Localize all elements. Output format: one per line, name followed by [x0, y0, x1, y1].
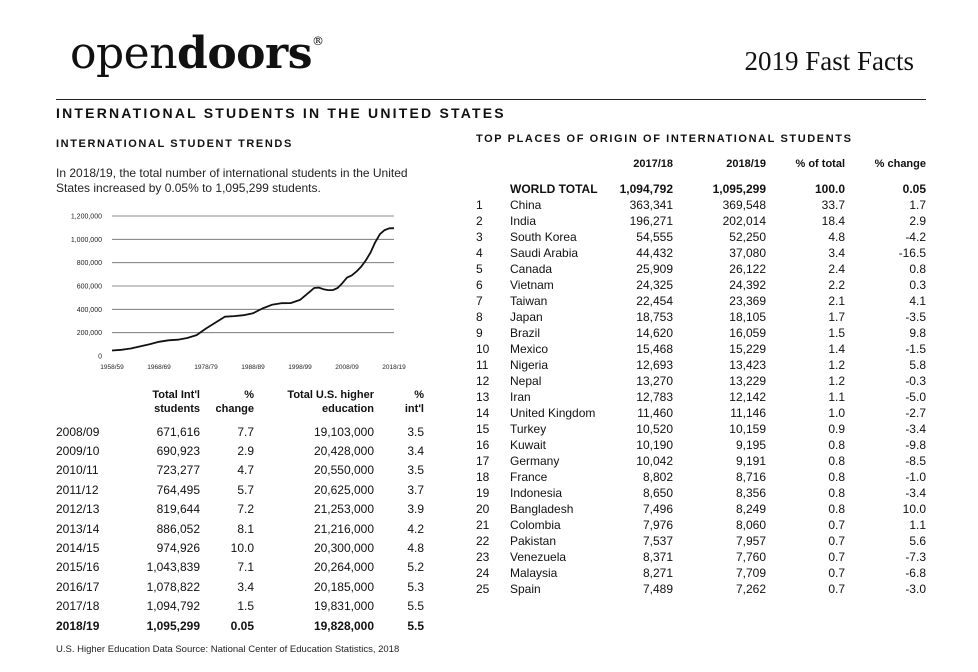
country-name: Japan [510, 310, 543, 324]
value-2018-19: 15,229 [729, 342, 766, 356]
pct-change: -6.8 [905, 566, 926, 580]
change-cell: 7.1 [237, 560, 254, 575]
value-2018-19: 37,080 [729, 246, 766, 260]
rank-cell: 22 [476, 534, 490, 548]
intl-cell: 5.5 [407, 599, 424, 614]
value-2017-18: 196,271 [629, 214, 673, 228]
x-tick-label: 2008/09 [335, 364, 359, 371]
pct-change: 4.1 [909, 294, 926, 308]
world-total-row [476, 181, 926, 197]
intl-cell: 3.9 [407, 502, 424, 517]
header-divider [56, 99, 926, 100]
table-row [476, 501, 926, 517]
pct-change: 5.8 [909, 358, 926, 372]
value-2017-18: 7,489 [642, 582, 673, 596]
rank-cell: 6 [476, 278, 483, 292]
change-cell: 7.7 [237, 424, 254, 439]
pct-of-total: 0.7 [828, 582, 845, 596]
value-2017-18: 1,094,792 [619, 182, 673, 196]
value-2017-18: 15,468 [636, 342, 673, 356]
rank-cell: 14 [476, 406, 490, 420]
students-cell: 1,078,822 [146, 579, 200, 594]
pct-change: -2.7 [905, 406, 926, 420]
pct-change: 0.8 [909, 262, 926, 276]
value-2018-19: 13,423 [729, 358, 766, 372]
main-title: INTERNATIONAL STUDENTS IN THE UNITED STATES [56, 105, 506, 121]
pct-of-total: 1.7 [828, 310, 845, 324]
country-name: Spain [510, 582, 541, 596]
header-total-higher-ed: Total U.S. higher education [287, 389, 374, 415]
pct-of-total: 1.2 [828, 374, 845, 388]
pct-change: 9.8 [909, 326, 926, 340]
value-2018-19: 23,369 [729, 294, 766, 308]
pct-change: 0.3 [909, 278, 926, 292]
table-row [56, 597, 428, 616]
table-row [56, 441, 428, 460]
country-name: Vietnam [510, 278, 554, 292]
country-name: Bangladesh [510, 502, 574, 516]
intl-cell: 3.4 [407, 444, 424, 459]
value-2017-18: 7,976 [642, 518, 673, 532]
value-2018-19: 202,014 [722, 214, 766, 228]
country-name: Malaysia [510, 566, 558, 580]
intl-cell: 4.2 [407, 521, 424, 536]
x-tick-label: 1968/69 [147, 364, 171, 371]
value-2017-18: 18,753 [636, 310, 673, 324]
trends-title: INTERNATIONAL STUDENT TRENDS [56, 138, 293, 150]
value-2017-18: 10,190 [636, 438, 673, 452]
rank-cell: 12 [476, 374, 490, 388]
students-cell: 819,644 [156, 502, 200, 517]
change-cell: 8.1 [237, 521, 254, 536]
change-cell: 5.7 [237, 482, 254, 497]
country-name: Mexico [510, 342, 549, 356]
table-row [476, 453, 926, 469]
header-2017-18: 2017/18 [633, 158, 673, 170]
series-line-international-students [112, 228, 394, 350]
value-2018-19: 9,195 [735, 438, 766, 452]
value-2017-18: 10,042 [636, 454, 673, 468]
year-cell: 2016/17 [56, 579, 100, 594]
table-row [476, 293, 926, 309]
table-row [476, 229, 926, 245]
table-row [476, 325, 926, 341]
table-row [476, 533, 926, 549]
country-name: South Korea [510, 230, 577, 244]
country-name: Venezuela [510, 550, 567, 564]
table-row [476, 277, 926, 293]
rank-cell: 15 [476, 422, 490, 436]
table-row [56, 422, 428, 441]
higher-ed-cell: 20,625,000 [313, 482, 374, 497]
rank-cell: 23 [476, 550, 490, 564]
higher-ed-cell: 19,103,000 [313, 424, 374, 439]
value-2017-18: 11,460 [637, 406, 673, 420]
pct-of-total: 0.8 [828, 454, 845, 468]
intl-cell: 4.8 [407, 541, 424, 556]
value-2017-18: 22,454 [636, 294, 673, 308]
students-cell: 764,495 [156, 482, 200, 497]
pct-of-total: 2.1 [828, 294, 845, 308]
pct-change: 1.7 [909, 198, 926, 212]
students-cell: 974,926 [156, 541, 200, 556]
rank-cell: 13 [476, 390, 490, 404]
table-row [56, 558, 428, 577]
value-2018-19: 24,392 [729, 278, 766, 292]
higher-ed-cell: 20,428,000 [313, 444, 374, 459]
x-tick-label: 1958/59 [100, 364, 124, 371]
value-2017-18: 8,271 [642, 566, 673, 580]
pct-of-total: 0.8 [828, 438, 845, 452]
table-row [476, 565, 926, 581]
value-2018-19: 26,122 [729, 262, 766, 276]
higher-ed-cell: 21,253,000 [313, 502, 374, 517]
value-2018-19: 11,146 [730, 406, 766, 420]
rank-cell: 9 [476, 326, 483, 340]
pct-of-total: 1.5 [828, 326, 845, 340]
rank-cell: 19 [476, 486, 490, 500]
rank-cell: 3 [476, 230, 483, 244]
pct-change: -4.2 [905, 230, 926, 244]
country-name: Taiwan [510, 294, 548, 308]
value-2017-18: 13,270 [636, 374, 673, 388]
country-name: Brazil [510, 326, 541, 340]
year-cell: 2010/11 [56, 463, 99, 478]
table-row [476, 357, 926, 373]
origin-title: TOP PLACES OF ORIGIN OF INTERNATIONAL STUDENTS [476, 133, 853, 145]
pct-change: -3.5 [905, 310, 926, 324]
year-cell: 2014/15 [56, 541, 100, 556]
value-2017-18: 7,496 [642, 502, 673, 516]
pct-of-total: 1.2 [828, 358, 845, 372]
country-name: Kuwait [510, 438, 547, 452]
year-cell: 2013/14 [56, 521, 100, 536]
pct-of-total: 4.8 [828, 230, 845, 244]
pct-of-total: 33.7 [821, 198, 845, 212]
data-source-note: U.S. Higher Education Data Source: National Center of Education Statistics, 2018 [56, 644, 400, 655]
pct-of-total: 0.9 [828, 422, 845, 436]
intl-cell: 3.7 [407, 482, 424, 497]
pct-change: 5.6 [909, 534, 926, 548]
intl-cell: 3.5 [407, 424, 424, 439]
pct-of-total: 0.8 [828, 470, 845, 484]
pct-of-total: 0.7 [828, 550, 845, 564]
value-2018-19: 10,159 [729, 422, 766, 436]
country-name: Iran [510, 390, 531, 404]
intl-cell: 3.5 [407, 463, 424, 478]
rank-cell: 17 [476, 454, 490, 468]
pct-change: -7.3 [905, 550, 926, 564]
table-row [476, 485, 926, 501]
x-tick-label: 1978/79 [194, 364, 218, 371]
value-2018-19: 7,957 [735, 534, 766, 548]
pct-change: -9.8 [905, 438, 926, 452]
country-name: Nigeria [510, 358, 549, 372]
pct-change: 0.05 [902, 182, 926, 196]
pct-of-total: 2.2 [828, 278, 845, 292]
change-cell: 2.9 [237, 444, 254, 459]
value-2018-19: 12,142 [729, 390, 766, 404]
value-2017-18: 10,520 [636, 422, 673, 436]
y-tick-label: 0 [98, 353, 102, 361]
intl-cell: 5.5 [407, 618, 424, 633]
logo-bold-text: doors [177, 28, 312, 79]
edition-title: 2019 Fast Facts [744, 46, 914, 76]
pct-change: -1.5 [905, 342, 926, 356]
pct-change: -5.0 [905, 390, 926, 404]
logo-light-text: open [70, 28, 178, 79]
table-row [56, 519, 428, 538]
value-2017-18: 14,620 [636, 326, 673, 340]
value-2018-19: 9,191 [735, 454, 766, 468]
country-name: Colombia [510, 518, 561, 532]
students-cell: 723,277 [156, 463, 200, 478]
year-cell: 2011/12 [56, 482, 99, 497]
value-2018-19: 18,105 [729, 310, 766, 324]
pct-of-total: 0.8 [828, 486, 845, 500]
value-2018-19: 7,760 [735, 550, 766, 564]
pct-of-total: 2.4 [828, 262, 845, 276]
rank-cell: 2 [476, 214, 483, 228]
country-name: Nepal [510, 374, 542, 388]
value-2017-18: 12,783 [636, 390, 673, 404]
pct-change: 1.1 [909, 518, 926, 532]
change-cell: 3.4 [237, 579, 254, 594]
rank-cell: 4 [476, 246, 483, 260]
rank-cell: 21 [476, 518, 490, 532]
country-name: Pakistan [510, 534, 557, 548]
table-row [476, 213, 926, 229]
pct-of-total: 0.8 [828, 502, 845, 516]
rank-cell: 24 [476, 566, 490, 580]
y-tick-label: 800,000 [76, 260, 102, 268]
pct-of-total: 0.7 [828, 566, 845, 580]
students-cell: 886,052 [156, 521, 200, 536]
year-cell: 2015/16 [56, 560, 100, 575]
rank-cell: 18 [476, 470, 490, 484]
y-tick-label: 1,200,000 [70, 213, 102, 221]
table-row [56, 461, 428, 480]
pct-of-total: 1.0 [828, 406, 845, 420]
rank-cell: 8 [476, 310, 483, 324]
country-name: France [510, 470, 548, 484]
pct-of-total: 1.4 [828, 342, 845, 356]
value-2018-19: 8,356 [735, 486, 766, 500]
country-name: Turkey [510, 422, 547, 436]
value-2017-18: 44,432 [636, 246, 673, 260]
pct-change: 10.0 [902, 502, 926, 516]
table-row [56, 480, 428, 499]
year-cell: 2012/13 [56, 502, 100, 517]
rank-cell: 25 [476, 582, 490, 596]
pct-of-total: 18.4 [821, 214, 845, 228]
value-2018-19: 8,060 [735, 518, 766, 532]
value-2017-18: 8,650 [642, 486, 673, 500]
origin-table-header [476, 157, 926, 181]
trends-intro: In 2018/19, the total number of international students in the United States increased by 0.05% to 1,095,299 students. [56, 166, 408, 195]
y-tick-label: 600,000 [76, 283, 102, 291]
rank-cell: 1 [476, 198, 483, 212]
rank-cell: 5 [476, 262, 483, 276]
rank-cell: 11 [476, 358, 489, 372]
value-2018-19: 16,059 [729, 326, 766, 340]
opendoors-logo [70, 28, 323, 79]
change-cell: 7.2 [237, 502, 254, 517]
year-cell: 2009/10 [56, 444, 100, 459]
table-row [476, 549, 926, 565]
change-cell: 0.05 [230, 618, 254, 633]
table-row [476, 421, 926, 437]
students-cell: 671,616 [156, 424, 200, 439]
students-cell: 1,095,299 [146, 618, 200, 633]
value-2017-18: 363,341 [629, 198, 673, 212]
intl-cell: 5.3 [407, 579, 424, 594]
country-name: United Kingdom [510, 406, 596, 420]
y-tick-label: 1,000,000 [70, 236, 102, 244]
table-row [476, 581, 926, 597]
origin-table [476, 157, 926, 597]
change-cell: 10.0 [230, 541, 254, 556]
header-pct-change: % change [874, 158, 926, 170]
trends-table [56, 386, 428, 635]
higher-ed-cell: 20,300,000 [313, 541, 374, 556]
pct-of-total: 0.7 [828, 518, 845, 532]
value-2017-18: 12,693 [636, 358, 673, 372]
country-name: Germany [510, 454, 560, 468]
value-2018-19: 8,716 [735, 470, 766, 484]
x-tick-label: 1998/99 [288, 364, 312, 371]
table-row [476, 261, 926, 277]
country-name: Indonesia [510, 486, 563, 500]
year-cell: 2017/18 [56, 599, 100, 614]
value-2018-19: 52,250 [729, 230, 766, 244]
students-cell: 1,094,792 [146, 599, 200, 614]
higher-ed-cell: 20,264,000 [313, 560, 374, 575]
country-name: Canada [510, 262, 553, 276]
higher-ed-cell: 21,216,000 [313, 521, 374, 536]
value-2017-18: 24,325 [636, 278, 673, 292]
rank-cell: 10 [476, 342, 490, 356]
header-total-students: Total Int'l students [152, 389, 200, 415]
pct-change: -8.5 [905, 454, 926, 468]
table-row [476, 245, 926, 261]
rank-cell: 20 [476, 502, 490, 516]
table-row [56, 616, 428, 635]
country-name: WORLD TOTAL [510, 182, 598, 196]
higher-ed-cell: 19,831,000 [313, 599, 374, 614]
value-2017-18: 8,802 [642, 470, 673, 484]
year-cell: 2008/09 [56, 424, 100, 439]
y-tick-label: 400,000 [76, 306, 102, 314]
value-2018-19: 7,262 [735, 582, 766, 596]
table-row [56, 500, 428, 519]
pct-change: -3.4 [905, 486, 926, 500]
header-pct-of-total: % of total [795, 158, 845, 170]
pct-of-total: 0.7 [828, 534, 845, 548]
value-2018-19: 369,548 [722, 198, 766, 212]
value-2017-18: 7,537 [642, 534, 673, 548]
pct-change: -3.0 [905, 582, 926, 596]
table-row [476, 437, 926, 453]
higher-ed-cell: 19,828,000 [313, 618, 374, 633]
country-name: India [510, 214, 537, 228]
table-row [476, 309, 926, 325]
rank-cell: 16 [476, 438, 490, 452]
value-2017-18: 25,909 [636, 262, 673, 276]
country-name: China [510, 198, 542, 212]
x-tick-label: 2018/19 [382, 364, 406, 371]
rank-cell: 7 [476, 294, 483, 308]
higher-ed-cell: 20,550,000 [313, 463, 374, 478]
trend-line-chart [56, 206, 406, 376]
table-row [476, 373, 926, 389]
table-row [476, 197, 926, 213]
registered-mark: ® [311, 34, 324, 48]
students-cell: 1,043,839 [146, 560, 200, 575]
pct-of-total: 3.4 [828, 246, 845, 260]
intl-cell: 5.2 [407, 560, 424, 575]
trends-table-header [56, 386, 428, 422]
pct-change: -0.3 [905, 374, 926, 388]
x-tick-label: 1988/89 [241, 364, 265, 371]
y-tick-label: 200,000 [76, 330, 102, 338]
pct-change: -1.0 [905, 470, 926, 484]
table-row [476, 341, 926, 357]
change-cell: 1.5 [237, 599, 254, 614]
table-row [56, 577, 428, 596]
table-row [476, 389, 926, 405]
value-2018-19: 13,229 [729, 374, 766, 388]
header-pct-change: % change [215, 389, 254, 415]
change-cell: 4.7 [237, 463, 254, 478]
value-2018-19: 7,709 [735, 566, 766, 580]
pct-of-total: 1.1 [828, 390, 845, 404]
students-cell: 690,923 [156, 444, 200, 459]
table-row [476, 405, 926, 421]
pct-change: 2.9 [909, 214, 926, 228]
table-row [476, 469, 926, 485]
value-2017-18: 8,371 [642, 550, 673, 564]
pct-change: -3.4 [905, 422, 926, 436]
pct-of-total: 100.0 [814, 182, 845, 196]
header-pct-intl: % int'l [404, 389, 424, 415]
year-cell: 2018/19 [56, 618, 100, 633]
pct-change: -16.5 [898, 246, 926, 260]
value-2017-18: 54,555 [636, 230, 673, 244]
table-row [56, 538, 428, 557]
value-2018-19: 1,095,299 [712, 182, 766, 196]
header-2018-19: 2018/19 [726, 158, 766, 170]
value-2018-19: 8,249 [735, 502, 766, 516]
country-name: Saudi Arabia [510, 246, 579, 260]
higher-ed-cell: 20,185,000 [313, 579, 374, 594]
table-row [476, 517, 926, 533]
